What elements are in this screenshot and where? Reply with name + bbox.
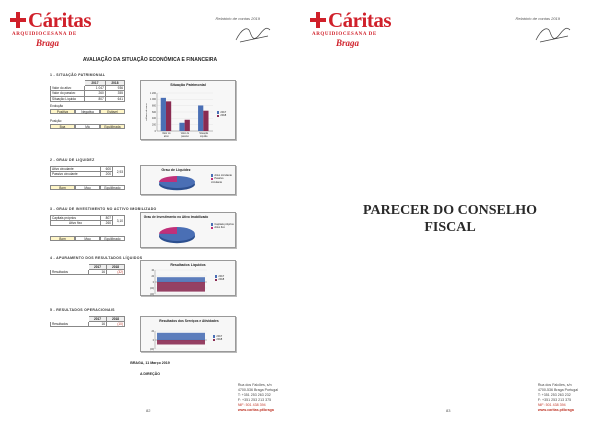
chart-legend	[211, 223, 234, 230]
legend-label: 2017	[218, 275, 225, 278]
pie-slice-ativo-fixo	[159, 227, 177, 234]
section-3-heading: 3 - GRAU DE INVESTIMENTO NO ACTIVO IMOBILIZADO	[50, 207, 157, 211]
scale-bom: Bom	[50, 236, 75, 241]
row-value: 600	[101, 167, 113, 172]
y-axis-label: milhares de euros	[146, 103, 148, 121]
logo-name: Cáritas	[28, 8, 91, 32]
cell-2017: 16	[89, 322, 107, 327]
chart-title: Grau de Liquidez	[161, 168, 191, 172]
address-nif: NIF: 501 438 394	[537, 403, 566, 407]
section-4-heading: 4 - APURAMENTO DOS RESULTADOS LÍQUIDOS	[50, 256, 143, 260]
legend-label: 2017	[216, 335, 223, 338]
legend-label: Ativo fixo	[214, 226, 225, 230]
caritas-logo	[310, 8, 390, 48]
legend-item-2018	[215, 278, 224, 281]
posicao-scale	[50, 124, 125, 129]
table-row	[51, 270, 125, 275]
address-fax: F: +351 253 213 375	[537, 398, 572, 402]
signature-icon	[232, 22, 272, 46]
address-block	[238, 383, 278, 413]
x-tick-label: Líquida	[199, 135, 208, 138]
row-value: 807	[101, 216, 113, 221]
cell-2018: 936	[105, 86, 124, 91]
cell-2018: (10)	[107, 322, 125, 327]
address-website: www.caritas.pt/braga	[537, 408, 574, 412]
y-tick-label: 0	[154, 129, 156, 133]
row-label: Situação Líquida	[51, 96, 85, 101]
cell-2017: 1 047	[85, 86, 106, 91]
liquidez-ratio: 2,93	[113, 167, 125, 177]
investimento-table	[50, 215, 125, 226]
investimento-ratio: 3,10	[113, 216, 125, 226]
y-tick-label: 400	[152, 117, 156, 121]
page-number: 83	[446, 408, 451, 413]
cross-icon	[310, 12, 326, 28]
investimento-chart-svg	[141, 213, 237, 249]
y-tick-label: (20)	[149, 348, 154, 351]
bar-2018	[157, 340, 205, 345]
col-2018: 2018	[107, 317, 125, 322]
y-tick-label: 20	[151, 275, 154, 278]
cell-2018: (32)	[107, 270, 125, 275]
col-2017: 2017	[89, 317, 107, 322]
address-street: Rua dos Falcões, s/n	[537, 383, 572, 387]
address-postal: 4700-536 Braga Portugal	[237, 388, 278, 392]
row-label: Resultados	[51, 270, 89, 275]
y-tick-label: 800	[152, 104, 156, 108]
page-number: 82	[146, 408, 151, 413]
page-right	[300, 0, 600, 424]
liquidez-scale	[50, 185, 125, 190]
chart-grau-liquidez	[140, 165, 236, 195]
col-2017: 2017	[85, 81, 106, 86]
cell-2018: 641	[105, 96, 124, 101]
section-1-heading: 1 - SITUAÇÃO PATRIMONIAL	[50, 73, 106, 77]
cell-2017: 260	[85, 91, 106, 96]
address-postal: 4700-536 Braga Portugal	[537, 388, 578, 392]
bar-2017	[157, 277, 205, 282]
legend-label: 2018	[220, 114, 227, 118]
row-value: 260	[101, 221, 113, 226]
caritas-logo	[10, 8, 90, 48]
y-tick-label: 600	[152, 110, 156, 114]
address-street: Rua dos Falcões, s/n	[237, 383, 272, 387]
scale-bom: Bom	[50, 185, 75, 190]
resultados-servicos-chart-svg	[141, 317, 237, 353]
cross-icon	[10, 12, 26, 28]
evolucao-label: Evolução	[50, 104, 64, 108]
bar-2018	[166, 101, 171, 131]
section-heading-parecer	[300, 202, 600, 236]
resultados-liquidos-table	[50, 264, 125, 275]
heading-line-1: PARECER DO CONSELHO	[363, 203, 537, 218]
scale-mau: Mau	[75, 236, 100, 241]
section-5-heading: 5 - RESULTADOS OPERACIONAIS	[50, 308, 115, 312]
chart-title: Grau de Investimento no Ativo Imobilizado	[143, 215, 209, 219]
evolucao-estavel: Estável	[100, 109, 125, 114]
bar-2017	[198, 105, 203, 131]
y-tick-label: 0	[152, 339, 154, 342]
y-tick-label: 0	[152, 281, 154, 284]
row-value: 200	[101, 172, 113, 177]
legend-label: 2018	[218, 278, 225, 282]
investimento-scale	[50, 236, 125, 241]
col-2017: 2017	[89, 265, 107, 270]
y-tick-label: 20	[151, 330, 154, 333]
row-label: Valor do passivo	[51, 91, 85, 96]
bar-2017	[179, 123, 184, 131]
chart-legend	[215, 275, 224, 282]
bar-2017	[161, 98, 166, 131]
scale-equilibrado: Equilíbrado	[100, 236, 125, 241]
signature-icon	[532, 22, 572, 46]
y-tick-label: 200	[152, 123, 156, 127]
y-tick-label: (20)	[149, 287, 154, 290]
chart-title: Resultados dos Serviços e Atividades	[159, 319, 219, 323]
x-tick-label: passivo	[181, 135, 189, 138]
cell-2017: 16	[89, 270, 107, 275]
chart-legend	[217, 111, 226, 118]
col-2018: 2018	[105, 81, 124, 86]
page-title: AVALIAÇÃO DA SITUAÇÃO ECONÓMICA E FINANCEIRA	[82, 57, 218, 63]
chart-legend	[211, 174, 235, 184]
y-tick-label: 1 200	[150, 91, 156, 95]
legend-label: 2017	[220, 111, 227, 114]
evolucao-negativa: Negativa	[75, 109, 100, 114]
legend-label: Ativo circulante	[214, 174, 232, 177]
address-fax: F: +351 253 213 375	[237, 398, 272, 402]
logo-city: Braga	[36, 38, 60, 48]
signing-date: BRAGA, 11 Março 2019	[130, 361, 170, 365]
bar-2018	[157, 282, 205, 292]
resultados-operacionais-table	[50, 316, 125, 327]
row-label: Valor do ativo	[51, 86, 85, 91]
y-tick-label: 40	[151, 269, 154, 272]
address-block	[538, 383, 578, 413]
legend-label: 2018	[216, 338, 223, 342]
col-2018: 2018	[107, 265, 125, 270]
x-tick-label: Valor do	[162, 133, 171, 135]
scale-equilibrado: Equilíbrado	[100, 185, 125, 190]
chart-title: Situação Patrimonial	[170, 83, 206, 87]
scale-mau: Mau	[75, 185, 100, 190]
address-phone: T: +351 253 263 232	[237, 393, 271, 397]
posicao-label: Posição	[50, 119, 62, 123]
posicao-boa: Boa	[50, 124, 75, 129]
bar-2017	[157, 333, 205, 340]
report-header: Relatório de contas 2019	[215, 16, 260, 21]
chart-title: Resultados Líquidos	[170, 263, 206, 267]
legend-item-2018	[213, 338, 222, 341]
address-phone: T: +351 253 263 232	[537, 393, 571, 397]
legend-item-2018	[217, 114, 226, 117]
row-label: Passivo circulante	[51, 172, 101, 177]
legend-item	[211, 226, 234, 229]
chart-situacao-patrimonial	[140, 80, 236, 140]
heading-line-2: FISCAL	[424, 220, 476, 235]
liquidez-table	[50, 166, 125, 177]
logo-name: Cáritas	[328, 8, 391, 32]
section-2-heading: 2 - GRAU DE LIQUIDEZ	[50, 158, 95, 162]
x-tick-label: Valor do	[180, 133, 190, 135]
address-nif: NIF: 501 438 394	[237, 403, 266, 407]
posicao-equilibrada: Equilíbrada	[100, 124, 125, 129]
legend-label: Capitais próprios	[214, 223, 234, 226]
posicao-ma: Má	[75, 124, 100, 129]
chart-resultados-servicos	[140, 316, 236, 352]
logo-city: Braga	[336, 38, 360, 48]
cell-2018: 355	[105, 91, 124, 96]
y-tick-label: (40)	[149, 293, 154, 296]
chart-resultados-liquidos	[140, 260, 236, 296]
logo-subtitle: ARQUIDIOCESANA DE	[12, 32, 77, 37]
table-row	[51, 322, 125, 327]
table-row	[51, 96, 125, 101]
x-tick-label: Situação	[199, 133, 209, 135]
chart-grau-investimento	[140, 212, 236, 248]
evolucao-scale	[50, 109, 125, 114]
logo-subtitle: ARQUIDIOCESANA DE	[312, 32, 377, 37]
legend-item	[211, 177, 235, 184]
x-tick-label: ativo	[163, 135, 169, 138]
evolucao-positiva: Positiva	[50, 109, 75, 114]
bar-2018	[185, 120, 190, 131]
legend-label: Passivo circulante	[211, 177, 224, 184]
signing-direction: A DIREÇÃO	[139, 372, 161, 376]
bar-2018	[203, 111, 208, 131]
address-website: www.caritas.pt/braga	[237, 408, 274, 412]
cell-2017: 807	[85, 96, 106, 101]
row-label: Ativo circulante	[51, 167, 101, 172]
row-label: Ativo fixo	[51, 221, 101, 226]
row-label: Resultados	[51, 322, 89, 327]
chart-legend	[213, 335, 222, 342]
patrimonial-table	[50, 80, 125, 102]
row-label: Capitais próprios	[51, 216, 101, 221]
y-tick-label: 1 000	[150, 98, 156, 102]
report-header: Relatório de contas 2019	[515, 16, 560, 21]
pie-slice-passivo-circulante	[159, 176, 177, 182]
